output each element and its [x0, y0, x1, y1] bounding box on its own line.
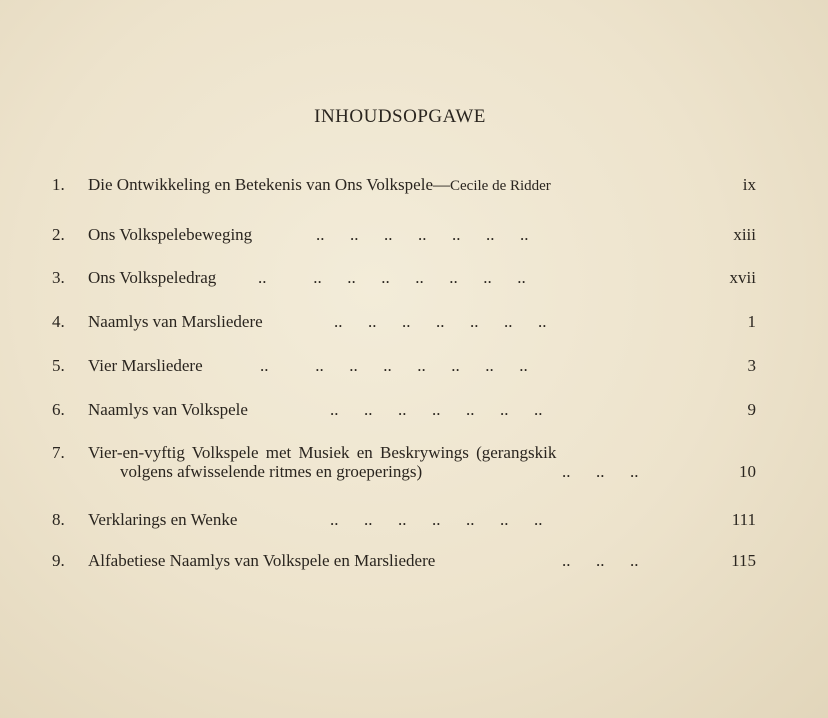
entry-author: Cecile de Ridder [450, 178, 551, 194]
entry-number: 4. [52, 312, 65, 331]
leader-dots: .. .. .. .. .. .. .. [316, 225, 529, 244]
leader-dots: .. .. .. .. .. .. .. .. [258, 268, 526, 287]
leader-dots: .. .. .. [562, 462, 639, 481]
entry-page: 1 [747, 312, 756, 331]
entry-title: Vier-en-vyftig Volkspele met Musiek en Beskrywings (gerangskik [88, 443, 557, 462]
entry-page: ix [742, 175, 756, 194]
entry-number: 8. [52, 510, 65, 529]
entry-title: Ons Volkspelebeweging [88, 225, 253, 244]
entry-number: 9. [52, 551, 65, 570]
entry-title: Alfabetiese Naamlys van Volkspele en Marsliedere [88, 551, 436, 570]
leader-dots: .. .. .. .. .. .. .. [334, 312, 547, 331]
page-title: INHOUDSOPGAWE [314, 106, 486, 127]
entry-title: Naamlys van Volkspele [88, 400, 248, 419]
entry-title: Naamlys van Marsliedere [88, 312, 263, 331]
entry-page: xvii [729, 268, 756, 287]
leader-dots: .. .. .. [562, 551, 639, 570]
entry-page: 10 [739, 462, 756, 481]
entry-number: 2. [52, 225, 65, 244]
entry-number: 3. [52, 268, 65, 287]
entry-title: Ons Volkspeledrag [88, 268, 217, 287]
entry-page: 9 [747, 400, 756, 419]
leader-dots: .. .. .. .. .. .. .. [330, 400, 543, 419]
entry-page: 115 [731, 551, 756, 570]
entry-number: 1. [52, 175, 65, 194]
entry-title: Verklarings en Wenke [88, 510, 238, 529]
leader-dots: .. .. .. .. .. .. .. .. [260, 356, 528, 375]
entry-title: Vier Marsliedere [88, 356, 203, 375]
entry-number: 7. [52, 443, 65, 462]
entry-number: 6. [52, 400, 65, 419]
leader-dots: .. .. .. .. .. .. .. [330, 510, 543, 529]
entry-page: 3 [747, 356, 756, 375]
entry-number: 5. [52, 356, 65, 375]
entry-title-continued: volgens afwisselende ritmes en groeperings) [120, 462, 423, 481]
entry-page: xiii [733, 225, 756, 244]
entry-page: 111 [731, 510, 756, 529]
entry-title: Die Ontwikkeling en Betekenis van Ons Volkspele—Cecile de Ridder [88, 175, 551, 194]
